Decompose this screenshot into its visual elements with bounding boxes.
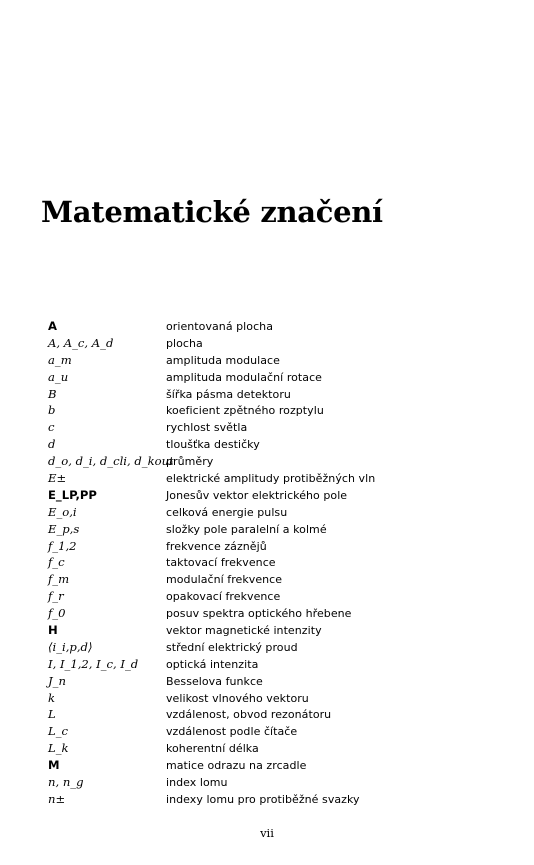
list-item bbox=[48, 453, 488, 470]
notation-symbol: L bbox=[48, 707, 56, 722]
notation-description: index lomu bbox=[166, 776, 228, 790]
notation-symbol: n± bbox=[48, 791, 66, 806]
notation-symbol: B bbox=[48, 386, 57, 401]
notation-symbol: E_p,s bbox=[48, 521, 80, 536]
notation-description: indexy lomu pro protiběžné svazky bbox=[166, 792, 360, 806]
notation-symbol: I, I_1,2, I_c, I_d bbox=[48, 656, 139, 671]
notation-description: koherentní délka bbox=[166, 742, 259, 756]
notation-symbol: k bbox=[48, 690, 56, 705]
notation-description: orientovaná plocha bbox=[166, 320, 273, 333]
notation-symbol: A bbox=[48, 319, 57, 333]
notation-description: celková energie pulsu bbox=[166, 505, 288, 519]
notation-symbol: f_r bbox=[48, 589, 64, 604]
list-item bbox=[48, 622, 488, 639]
notation-symbol: J_n bbox=[48, 673, 66, 688]
notation-description: vektor magnetické intenzity bbox=[166, 624, 322, 638]
notation-description: amplituda modulační rotace bbox=[166, 370, 323, 384]
notation-symbol: L_k bbox=[48, 741, 69, 756]
notation-description: matice odrazu na zrcadle bbox=[166, 759, 307, 773]
notation-description: vzdálenost podle čítače bbox=[166, 725, 298, 739]
notation-description: modulační frekvence bbox=[166, 573, 283, 587]
notation-symbol: H bbox=[48, 623, 58, 638]
list-item bbox=[48, 335, 488, 352]
notation-symbol: d bbox=[48, 437, 56, 452]
list-item bbox=[48, 554, 488, 571]
list-item bbox=[48, 436, 488, 453]
list-item bbox=[48, 757, 488, 774]
notation-symbol: f_m bbox=[48, 572, 70, 587]
notation-symbol: f_1,2 bbox=[48, 538, 77, 553]
notation-description: Jonesův vektor elektrického pole bbox=[166, 488, 348, 502]
list-item bbox=[48, 571, 488, 588]
notation-symbol: n, n_g bbox=[48, 775, 84, 790]
list-item bbox=[48, 588, 488, 605]
list-item bbox=[48, 419, 488, 436]
notation-description: optická intenzita bbox=[166, 657, 259, 671]
notation-description: vzdálenost, obvod rezonátoru bbox=[166, 708, 332, 722]
notation-description: taktovací frekvence bbox=[166, 556, 276, 570]
notation-description: posuv spektra optického hřebene bbox=[166, 607, 352, 621]
list-item bbox=[48, 723, 488, 740]
notation-symbol: A, A_c, A_d bbox=[48, 335, 114, 350]
list-item bbox=[48, 673, 488, 690]
page-number: vii bbox=[260, 826, 274, 840]
page-title: Matematické značení bbox=[41, 195, 383, 229]
list-item bbox=[48, 774, 488, 791]
list-item bbox=[48, 740, 488, 757]
list-item bbox=[48, 706, 488, 723]
notation-symbol: d_o, d_i, d_cli, d_kout bbox=[48, 454, 174, 469]
notation-description: střední elektrický proud bbox=[166, 640, 298, 654]
list-item bbox=[48, 656, 488, 673]
list-item bbox=[48, 504, 488, 521]
notation-description: velikost vlnového vektoru bbox=[166, 691, 309, 705]
list-item bbox=[48, 690, 488, 707]
list-item bbox=[48, 369, 488, 386]
list-item bbox=[48, 470, 488, 487]
notation-description: frekvence záznějů bbox=[166, 539, 267, 553]
notation-symbol: f_c bbox=[48, 555, 65, 570]
notation-symbol: a_m bbox=[48, 352, 72, 367]
notation-description: rychlost světla bbox=[166, 421, 248, 435]
notation-description: šířka pásma detektoru bbox=[166, 387, 291, 401]
notation-list bbox=[48, 318, 488, 808]
notation-description: tloušťka destičky bbox=[166, 438, 260, 452]
notation-description: Besselova funkce bbox=[166, 674, 263, 688]
notation-symbol: ⟨i_i,p,d⟩ bbox=[48, 639, 93, 654]
list-item bbox=[48, 791, 488, 808]
notation-symbol: E_LP,PP bbox=[48, 487, 97, 502]
list-item bbox=[48, 521, 488, 538]
notation-description: složky pole paralelní a kolmé bbox=[166, 522, 327, 536]
list-item bbox=[48, 386, 488, 403]
notation-symbol: E_o,i bbox=[48, 504, 77, 519]
notation-description: průměry bbox=[166, 455, 214, 469]
notation-symbol: L_c bbox=[48, 724, 68, 739]
list-item bbox=[48, 487, 488, 504]
list-item bbox=[48, 639, 488, 656]
notation-description: opakovací frekvence bbox=[166, 590, 281, 604]
notation-description: elektrické amplitudy protiběžných vln bbox=[166, 472, 376, 486]
notation-symbol: f_0 bbox=[48, 606, 66, 621]
list-item bbox=[48, 605, 488, 622]
list-item bbox=[48, 538, 488, 555]
list-item bbox=[48, 318, 488, 335]
notation-symbol: c bbox=[48, 420, 55, 435]
notation-symbol: a_u bbox=[48, 369, 69, 384]
list-item bbox=[48, 402, 488, 419]
notation-symbol: E± bbox=[48, 471, 67, 486]
notation-description: plocha bbox=[166, 336, 203, 350]
notation-symbol: M bbox=[48, 758, 60, 773]
notation-description: koeficient zpětného rozptylu bbox=[166, 404, 324, 418]
notation-symbol: b bbox=[48, 403, 56, 418]
notation-description: amplituda modulace bbox=[166, 353, 280, 367]
list-item bbox=[48, 352, 488, 369]
